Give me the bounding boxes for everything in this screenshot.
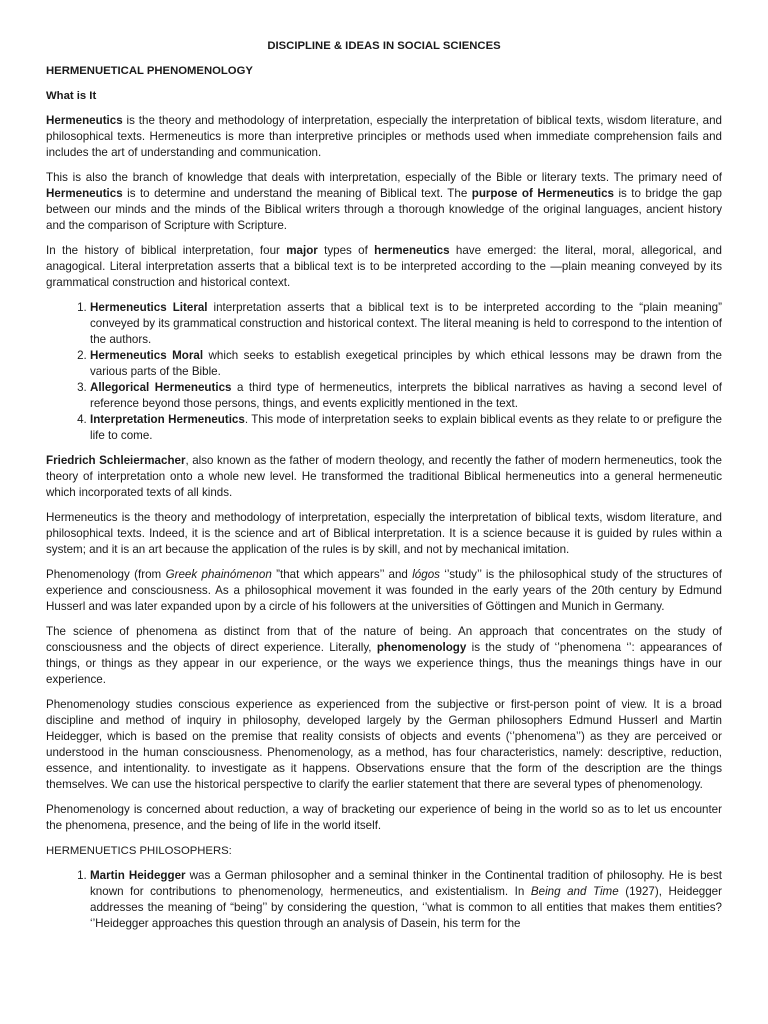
- paragraph-science-of-phenomena: The science of phenomena as distinct from that of the nature of being. An approach that concentrates on the study of consciousness and the objects of direct experience. Literally, phenomenology is the study of ‘’phenomena ‘’: appearances of things, or things as they appear in our experience, or the ways we experience things, thus the meanings things have in our experience.: [46, 625, 722, 686]
- paragraph-schleiermacher: Friedrich Schleiermacher, also known as the father of modern theology, and recently the father of modern hermeneutics, took the theory of interpretation onto a whole new level. He transformed the traditional Biblical hermeneutics into a general hermeneutic which incorporated texts of all kinds.: [46, 454, 722, 499]
- philosophers-heading: HERMENUETICS PHILOSOPHERS:: [46, 845, 232, 857]
- paragraph-conscious-experience: Phenomenology studies conscious experience as experienced from the subjective or first-person point of view. It is a broad discipline and method of inquiry in philosophy, developed largely by the German philosophers Edmund Husserl and Martin Heidegger, which is based on the premise that reality consists of objects and events (‘’phenomena’’) as they are perceived or understood in the human consciousness. Phenomenology, as a method, has four characteristics, namely: descriptive, reduction, essence, and intentionality. to investigate as it happens. Observations ensure that the form of the description are the things themselves. We can use the historical perspective to clarify the earlier statement that there are several types of phenomenology.: [46, 698, 722, 791]
- section-title: HERMENUETICAL PHENOMENOLOGY: [46, 65, 253, 77]
- hermeneutics-types-list: [46, 300, 722, 444]
- list-item: 3. Allegorical Hermeneutics a third type of hermeneutics, interprets the biblical narratives as having a second level of reference beyond those persons, things, and events explicitly mentioned in the text.: [90, 380, 722, 412]
- paragraph-reduction: Phenomenology is concerned about reduction, a way of bracketing our experience of being in the world so as to let us encounter the phenomena, presence, and the being of life in the world itself.: [46, 803, 722, 832]
- subheading-what-is-it: What is It: [46, 90, 97, 102]
- paragraph-branch-of-knowledge: This is also the branch of knowledge that deals with interpretation, especially of the Bible or literary texts. The primary need of Hermeneutics is to determine and understand the meaning of Biblical text. The purpose of Hermeneutics is to bridge the gap between our minds and the minds of the Biblical writers through a thorough knowledge of the original languages, ancient history and the comparison of Scripture with Scripture.: [46, 171, 722, 232]
- paragraph-science-and-art: Hermeneutics is the theory and methodology of interpretation, especially the interpretation of biblical texts, wisdom literature, and philosophical texts. Indeed, it is the science and art of Biblical interpretation. It is a science because it is guided by rules within a system; and it is an art because the application of the rules is by skill, and not by mechanical imitation.: [46, 511, 722, 556]
- list-item: 2. Hermeneutics Moral which seeks to establish exegetical principles by which ethical lessons may be drawn from the various parts of the Bible.: [90, 348, 722, 380]
- list-item: 1. Martin Heidegger was a German philosopher and a seminal thinker in the Continental tradition of philosophy. He is best known for contributions to phenomenology, hermeneutics, and existentialism. In Being and Time (1927), Heidegger addresses the meaning of “being’’ by considering the question, ‘’what is common to all entities that makes them entities? ‘’Heidegger approaches this question through an analysis of Dasein, his term for the: [90, 868, 722, 932]
- philosophers-list: [46, 868, 722, 932]
- term-hermeneutics: Hermeneutics: [46, 114, 123, 127]
- paragraph-hermeneutics-definition: Hermeneutics is the theory and methodology of interpretation, especially the interpretation of biblical texts, wisdom literature, and philosophical texts. Hermeneutics is more than interpretive principles or methods used when immediate comprehension fails and includes the art of understanding and communication.: [46, 114, 722, 159]
- document-title: DISCIPLINE & IDEAS IN SOCIAL SCIENCES: [267, 40, 501, 52]
- list-item: 4. Interpretation Hermeneutics. This mode of interpretation seeks to explain biblical events as they relate to or prefigure the life to come.: [90, 412, 722, 444]
- list-item: 1. Hermeneutics Literal interpretation asserts that a biblical text is to be interpreted according to the “plain meaning” conveyed by its grammatical construction and historical context. The literal meaning is held to correspond to the intention of the authors.: [90, 300, 722, 348]
- paragraph-history: In the history of biblical interpretation, four major types of hermeneutics have emerged: the literal, moral, allegorical, and anagogical. Literal interpretation asserts that a biblical text is to be interpreted according to the —plain meaning conveyed by its grammatical construction and historical context.: [46, 244, 723, 289]
- paragraph-phenomenology-origin: Phenomenology (from Greek phainómenon ”that which appears’’ and lógos ‘’study’’ is the philosophical study of the structures of experience and consciousness. As a philosophical movement it was founded in the early years of the 20th century by Edmund Husserl and was later expanded upon by a circle of his followers at the universities of Göttingen and Munich in Germany.: [46, 568, 722, 613]
